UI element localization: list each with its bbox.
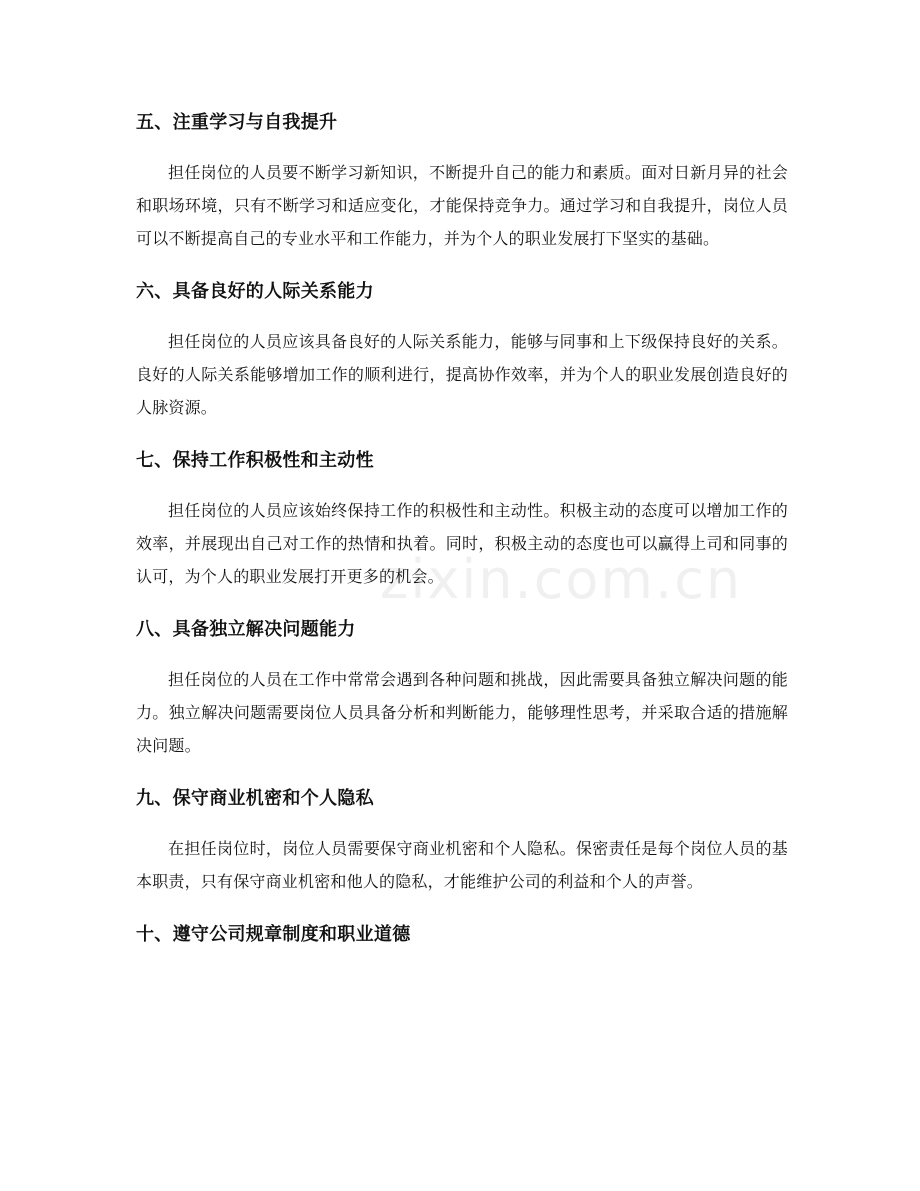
section-heading: 六、具备良好的人际关系能力 xyxy=(136,281,374,302)
section-9 xyxy=(136,780,788,898)
section-7 xyxy=(136,442,788,593)
section-heading: 八、具备独立解决问题能力 xyxy=(136,619,356,640)
section-heading: 七、保持工作积极性和主动性 xyxy=(136,450,374,471)
section-5 xyxy=(136,104,788,255)
section-paragraph: 担任岗位的人员在工作中常常会遇到各种问题和挑战，因此需要具备独立解决问题的能力。独立解决问题需要岗位人员具备分析和判断能力，能够理性思考，并采取合适的措施解决问题。 xyxy=(136,670,788,755)
section-paragraph: 担任岗位的人员应该始终保持工作的积极性和主动性。积极主动的态度可以增加工作的效率，并展现出自己对工作的热情和执着。同时，积极主动的态度也可以赢得上司和同事的认可，为个人的职业发展打开更多的机会。 xyxy=(136,501,788,586)
section-paragraph: 担任岗位的人员应该具备良好的人际关系能力，能够与同事和上下级保持良好的关系。良好的人际关系能够增加工作的顺利进行，提高协作效率，并为个人的职业发展创造良好的人脉资源。 xyxy=(136,332,788,417)
section-heading: 十、遵守公司规章制度和职业道德 xyxy=(136,924,411,945)
document-content xyxy=(136,104,788,954)
section-8 xyxy=(136,611,788,762)
watermark: zixin.com.cn xyxy=(380,548,743,611)
section-10 xyxy=(136,916,788,954)
section-paragraph: 担任岗位的人员要不断学习新知识，不断提升自己的能力和素质。面对日新月异的社会和职场环境，只有不断学习和适应变化，才能保持竞争力。通过学习和自我提升，岗位人员可以不断提高自己的专业水平和工作能力，并为个人的职业发展打下坚实的基础。 xyxy=(136,163,788,248)
section-heading: 五、注重学习与自我提升 xyxy=(136,112,338,133)
section-6 xyxy=(136,273,788,424)
section-heading: 九、保守商业机密和个人隐私 xyxy=(136,788,374,809)
section-paragraph: 在担任岗位时，岗位人员需要保守商业机密和个人隐私。保密责任是每个岗位人员的基本职责，只有保守商业机密和他人的隐私，才能维护公司的利益和个人的声誉。 xyxy=(136,839,788,891)
